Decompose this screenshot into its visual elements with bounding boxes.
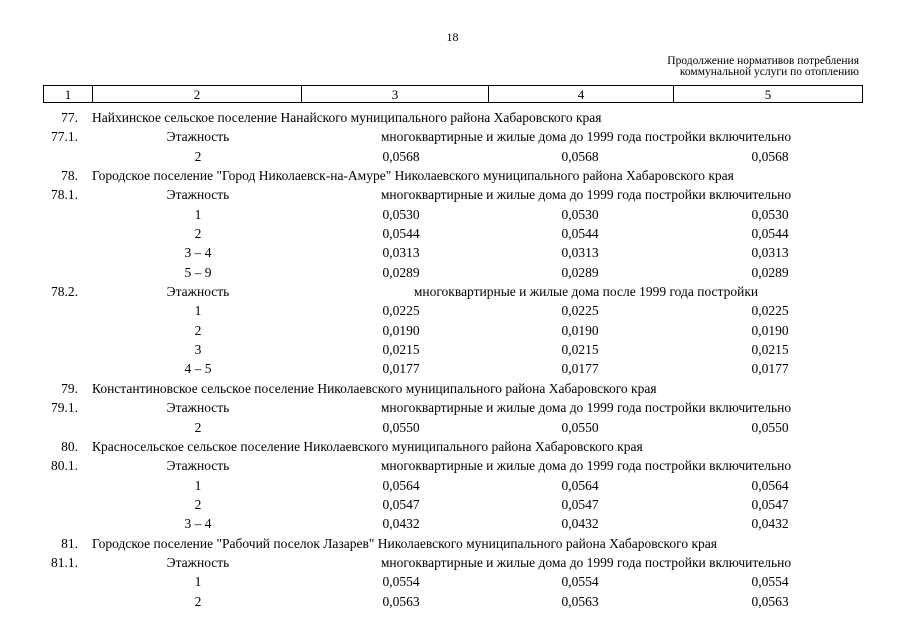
floors-value: 1: [194, 477, 202, 493]
category-description: многоквартирные и жилые дома до 1999 года постройки включительно: [380, 129, 792, 145]
norm-value-col3: 0,0530: [382, 206, 420, 222]
row-number: 79.: [61, 380, 78, 396]
norm-value-col4: 0,0544: [561, 226, 599, 242]
norm-value-col5: 0,0313: [751, 245, 789, 261]
value-row: [0, 359, 905, 378]
norm-value-col4: 0,0289: [561, 264, 599, 280]
row-number: 78.1.: [51, 187, 78, 203]
norm-value-col5: 0,0554: [751, 574, 789, 590]
norm-value-col5: 0,0177: [751, 361, 789, 377]
category-row: [0, 282, 905, 301]
floors-value: 2: [194, 593, 202, 609]
row-number: 78.2.: [51, 284, 78, 300]
category-label: Этажность: [166, 458, 230, 474]
row-number: 81.: [61, 535, 78, 551]
category-description: многоквартирные и жилые дома после 1999 года постройки: [413, 284, 759, 300]
row-number: 80.1.: [51, 458, 78, 474]
floors-value: 2: [194, 419, 202, 435]
value-row: [0, 243, 905, 262]
norm-value-col5: 0,0564: [751, 477, 789, 493]
value-row: [0, 301, 905, 320]
norm-value-col5: 0,0544: [751, 226, 789, 242]
row-number: 79.1.: [51, 400, 78, 416]
norm-value-col4: 0,0563: [561, 593, 599, 609]
column-header-table: [43, 85, 863, 103]
category-label: Этажность: [166, 554, 230, 570]
column-header-row: [44, 86, 863, 103]
norm-value-col5: 0,0190: [751, 322, 789, 338]
norm-value-col4: 0,0568: [561, 148, 599, 164]
row-number: 81.1.: [51, 554, 78, 570]
floors-value: 4 – 5: [184, 361, 212, 377]
category-row: [0, 185, 905, 204]
settlement-row: [0, 108, 905, 127]
column-header-1: 1: [44, 86, 93, 103]
settlement-name: Красносельское сельское поселение Николаевского муниципального района Хабаровского края: [92, 438, 643, 454]
floors-value: 3 – 4: [184, 516, 212, 532]
row-number: 78.: [61, 168, 78, 184]
category-description: многоквартирные и жилые дома до 1999 года постройки включительно: [380, 187, 792, 203]
norm-value-col4: 0,0190: [561, 322, 599, 338]
value-row: [0, 495, 905, 514]
norm-value-col4: 0,0554: [561, 574, 599, 590]
norm-value-col3: 0,0568: [382, 148, 420, 164]
norm-value-col3: 0,0564: [382, 477, 420, 493]
category-row: [0, 127, 905, 146]
norm-value-col3: 0,0313: [382, 245, 420, 261]
category-description: многоквартирные и жилые дома до 1999 года постройки включительно: [380, 458, 792, 474]
floors-value: 1: [194, 303, 202, 319]
value-row: [0, 476, 905, 495]
norm-value-col4: 0,0225: [561, 303, 599, 319]
norm-value-col5: 0,0432: [751, 516, 789, 532]
value-row: [0, 572, 905, 591]
norm-value-col3: 0,0554: [382, 574, 420, 590]
norm-value-col5: 0,0563: [751, 593, 789, 609]
column-header-2: 2: [93, 86, 302, 103]
row-number: 80.: [61, 438, 78, 454]
floors-value: 5 – 9: [184, 264, 212, 280]
category-label: Этажность: [166, 187, 230, 203]
column-header-5: 5: [674, 86, 863, 103]
norm-value-col3: 0,0544: [382, 226, 420, 242]
settlement-row: [0, 437, 905, 456]
floors-value: 2: [194, 226, 202, 242]
category-row: [0, 398, 905, 417]
norm-value-col5: 0,0568: [751, 148, 789, 164]
caption-line-1: Продолжение нормативов потребления: [667, 55, 859, 67]
norm-value-col3: 0,0215: [382, 342, 420, 358]
norm-value-col5: 0,0215: [751, 342, 789, 358]
floors-value: 1: [194, 574, 202, 590]
category-label: Этажность: [166, 400, 230, 416]
norm-value-col5: 0,0547: [751, 496, 789, 512]
value-row: [0, 418, 905, 437]
norm-value-col5: 0,0550: [751, 419, 789, 435]
row-number: 77.: [61, 110, 78, 125]
table-body: [0, 108, 905, 611]
norm-value-col4: 0,0215: [561, 342, 599, 358]
norm-value-col4: 0,0432: [561, 516, 599, 532]
settlement-name: Константиновское сельское поселение Николаевского муниципального района Хабаровского края: [92, 380, 657, 396]
norm-value-col3: 0,0177: [382, 361, 420, 377]
floors-value: 2: [194, 148, 202, 164]
settlement-row: [0, 534, 905, 553]
table-caption: [667, 56, 859, 78]
value-row: [0, 514, 905, 533]
value-row: [0, 263, 905, 282]
settlement-name: Городское поселение "Рабочий поселок Лазарев" Николаевского муниципального района Хабаровского края: [92, 535, 718, 551]
category-row: [0, 456, 905, 475]
norm-value-col3: 0,0225: [382, 303, 420, 319]
norm-value-col3: 0,0289: [382, 264, 420, 280]
norm-value-col4: 0,0177: [561, 361, 599, 377]
norm-value-col3: 0,0563: [382, 593, 420, 609]
settlement-row: [0, 379, 905, 398]
norm-value-col3: 0,0547: [382, 496, 420, 512]
settlement-name: Найхинское сельское поселение Нанайского муниципального района Хабаровского края: [92, 110, 602, 125]
category-description: многоквартирные и жилые дома до 1999 года постройки включительно: [380, 554, 792, 570]
value-row: [0, 321, 905, 340]
category-label: Этажность: [166, 129, 230, 145]
floors-value: 3 – 4: [184, 245, 212, 261]
column-header-3: 3: [302, 86, 489, 103]
norm-value-col3: 0,0432: [382, 516, 420, 532]
value-row: [0, 224, 905, 243]
category-label: Этажность: [166, 284, 230, 300]
norm-value-col5: 0,0530: [751, 206, 789, 222]
norm-value-col4: 0,0564: [561, 477, 599, 493]
floors-value: 1: [194, 206, 202, 222]
value-row: [0, 340, 905, 359]
floors-value: 3: [194, 342, 202, 358]
column-header-4: 4: [489, 86, 674, 103]
floors-value: 2: [194, 322, 202, 338]
norm-value-col4: 0,0313: [561, 245, 599, 261]
category-description: многоквартирные и жилые дома до 1999 года постройки включительно: [380, 400, 792, 416]
value-row: [0, 592, 905, 611]
floors-value: 2: [194, 496, 202, 512]
norm-value-col3: 0,0550: [382, 419, 420, 435]
norm-value-col4: 0,0550: [561, 419, 599, 435]
settlement-name: Городское поселение "Город Николаевск-на-Амуре" Николаевского муниципального района Хабаровского края: [92, 168, 734, 184]
settlement-row: [0, 166, 905, 185]
norm-value-col5: 0,0289: [751, 264, 789, 280]
page-number: 18: [446, 30, 459, 44]
value-row: [0, 205, 905, 224]
norm-value-col5: 0,0225: [751, 303, 789, 319]
caption-line-2: коммунальной услуги по отоплению: [679, 66, 859, 78]
norm-value-col3: 0,0190: [382, 322, 420, 338]
norm-value-col4: 0,0530: [561, 206, 599, 222]
value-row: [0, 147, 905, 166]
row-number: 77.1.: [51, 129, 78, 145]
category-row: [0, 553, 905, 572]
norm-value-col4: 0,0547: [561, 496, 599, 512]
